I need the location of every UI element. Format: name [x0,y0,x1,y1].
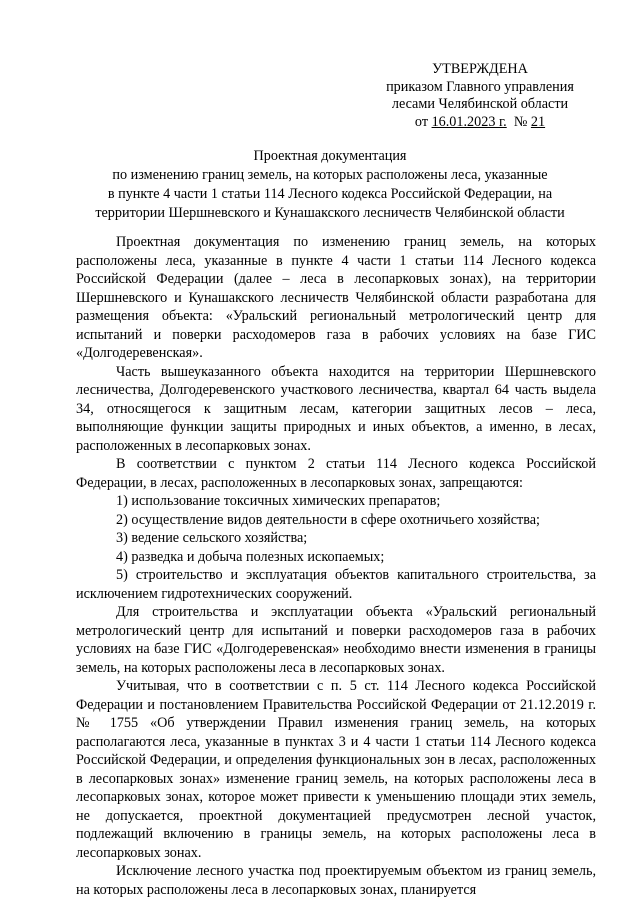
approval-date-line [355,114,605,132]
list-item: 1) использование токсичных химических препаратов; [116,493,441,509]
approval-date: 16.01.2023 г. [431,113,507,130]
list-item: 4) разведка и добыча полезных ископаемых; [116,548,385,565]
paragraph-considering: Учитывая, что в соответствии с п. 5 ст. 114 Лесного кодекса Российской Федерации и постановлением Правительства Российской Федерации от 21.12.2019 г. № 1755 «Об утверждении Правил изменения границ земель, на которых располагаются леса, указанные в пунктах 3 и 4 части 1 статьи 114 Лесного кодекса Российской Федерации, и определения функциональных зон в лесах, расположенных в лесопарковых зонах» изменение границ земель, на которых расположены леса в лесопарковых зонах, которое может привести к уменьшению площади этих земель, не допускается, проектной документацией предусмотрен лесной участок, подлежащий включению в границы земель, на которых расположены леса в лесопарковых зонах. [76,678,596,861]
approval-number: 21 [530,113,546,130]
approval-heading: УТВЕРЖДЕНА [432,61,528,77]
title-line-3: в пункте 4 части 1 статьи 114 Лесного кодекса Российской Федерации, на [107,186,553,202]
paragraph-intro: Проектная документация по изменению границ земель, на которых расположены леса, указанные в пункте 4 части 1 статьи 114 Лесного кодекса Российской Федерации (далее – леса в лесопарковых зонах), на территории Шершневского и Кунашакского лесничеств Челябинской области разработана для размещения объекта: «Уральский региональный метрологический центр для испытаний и поверки расходомеров газа в рабочих условиях на базе ГИС «Долгодеревенская». [76,234,596,361]
number-prefix: № [506,113,531,130]
paragraph-exclusion: Исключение лесного участка под проектируемым объектом из границ земель, на которых расположены леса в лесопарковых зонах, планируется [76,863,596,898]
paragraph-construction: Для строительства и эксплуатации объекта «Уральский региональный метрологический центр для испытаний и поверки расходомеров газа в рабочих условиях на базе ГИС «Долгодеревенская» необходимо внести изменения в границы земель, на которых расположены леса в лесопарковых зонах. [76,604,596,676]
title-line-1: Проектная документация [253,148,407,164]
list-item: 2) осуществление видов деятельности в сфере охотничьего хозяйства; [116,511,540,528]
list-item: 5) строительство и эксплуатация объектов капитального строительства, за исключением гидротехнических сооружений. [76,567,596,602]
date-prefix: от [414,113,432,130]
approval-block [355,61,605,131]
title-line-2: по изменению границ земель, на которых расположены леса, указанные [112,167,548,183]
document-body [76,233,596,899]
list-item: 3) ведение сельского хозяйства; [116,530,308,546]
paragraph-location: Часть вышеуказанного объекта находится на территории Шершневского лесничества, Долгодеревенского участкового лесничества, квартал 64 часть выдела 34, относящегося к защитным лесам, категории защитных лесов – леса, выполняющие функции защиты природных и иных объектов, а именно, в лесах, расположенных в лесопарковых зонах. [76,363,596,454]
approval-order-line: приказом Главного управления [386,78,574,95]
title-line-4: территории Шершневского и Кунашакского лесничеств Челябинской области [95,205,565,221]
document-title [60,147,600,223]
paragraph-prohibitions: В соответствии с пунктом 2 статьи 114 Лесного кодекса Российской Федерации, в лесах, расположенных в лесопарковых зонах, запрещаются: [76,456,596,491]
approval-authority-line: лесами Челябинской области [391,96,569,112]
